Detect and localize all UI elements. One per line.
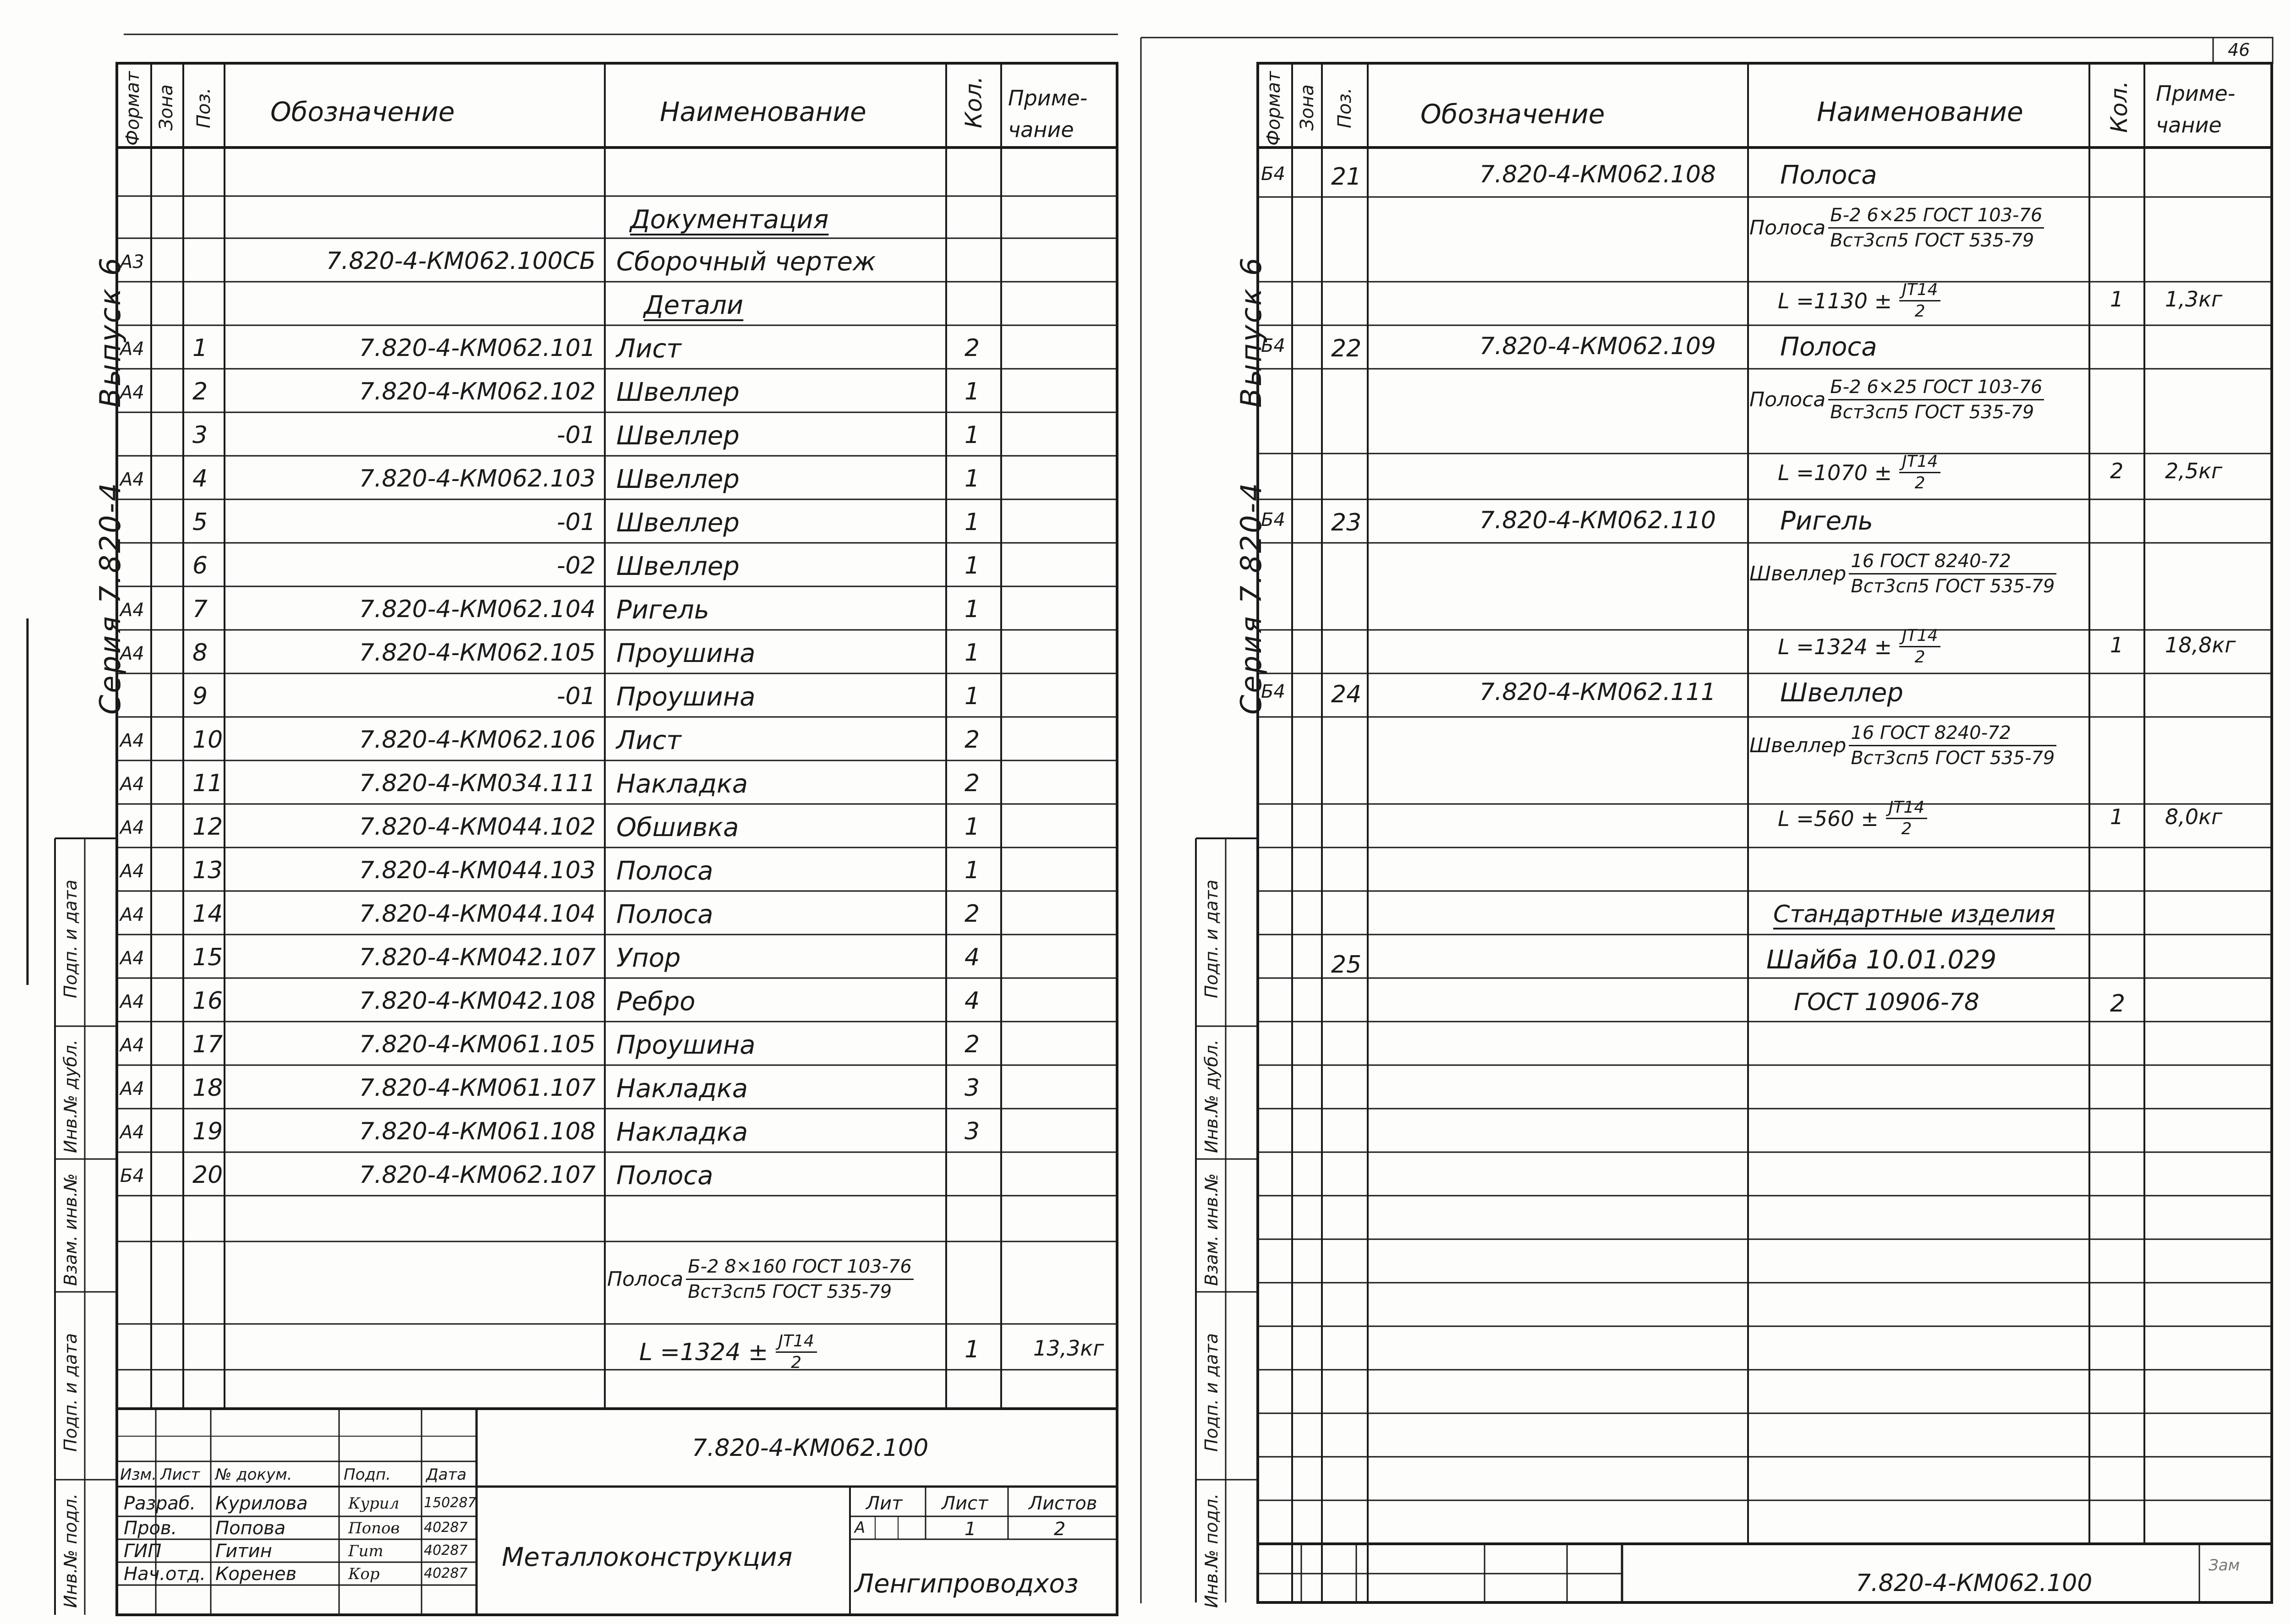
row-format: Б4 <box>120 1165 144 1187</box>
row-pos: 8 <box>192 639 208 667</box>
signer-date: 40287 <box>424 1565 468 1581</box>
row-pos: 10 <box>192 726 223 754</box>
signer-signature: Кор <box>348 1565 380 1583</box>
material-prefix: Полоса <box>1749 388 1826 411</box>
header-qty: Кол. <box>960 76 987 128</box>
organization: Ленгипроводхоз <box>855 1569 1079 1599</box>
row-designation: -01 <box>557 421 596 449</box>
tolerance-num: JT14 <box>1899 454 1940 473</box>
header-name: Наименование <box>660 96 866 127</box>
tolerance-num: JT14 <box>1886 799 1927 819</box>
row-qty: 2 <box>965 770 980 797</box>
row-designation: 7.820-4-КМ062.103 <box>359 465 596 492</box>
row-pos: 14 <box>192 900 223 928</box>
row-designation: -01 <box>557 683 596 710</box>
stamp-label: Инв.№ дубл. <box>60 1039 81 1153</box>
row-designation: 7.820-4-КМ061.107 <box>359 1074 596 1102</box>
row-format: А4 <box>120 600 144 621</box>
row-name: Упор <box>616 943 681 973</box>
right-header-zone: Зона <box>1297 84 1318 131</box>
row-qty: 2 <box>965 900 980 928</box>
row-name: Проушина <box>616 682 756 712</box>
row-mass: 1,3кг <box>2165 287 2223 312</box>
row-material-spec <box>1749 552 2056 596</box>
row-format: А4 <box>120 861 144 882</box>
row-designation: 7.820-4-КМ062.106 <box>359 726 596 754</box>
row-qty: 2 <box>965 1031 980 1058</box>
row-name: Лист <box>616 334 681 364</box>
signer-signature: Попов <box>348 1519 400 1537</box>
row-pos: 16 <box>192 987 223 1015</box>
right-issue-label: Выпуск 6 <box>1234 256 1268 408</box>
material-prefix: Полоса <box>1749 216 1826 240</box>
tolerance-den: 2 <box>1914 648 1925 667</box>
row-name: Документация <box>630 205 829 235</box>
header-zone: Зона <box>156 84 177 131</box>
row-qty: 3 <box>965 1118 980 1145</box>
row-format: Б4 <box>1261 164 1285 185</box>
row-name: Проушина <box>616 639 756 668</box>
material-profile: 16 ГОСТ 8240-72 <box>1849 724 2056 746</box>
signer-name: Попова <box>215 1518 286 1539</box>
row-format: А4 <box>120 1035 144 1056</box>
row-designation: 7.820-4-КМ061.108 <box>359 1118 596 1145</box>
header-format: Формат <box>122 71 143 146</box>
row-pos: 24 <box>1331 681 1362 708</box>
signer-role: Нач.отд. <box>124 1564 206 1585</box>
signer-name: Курилова <box>215 1493 308 1514</box>
row-pos: 23 <box>1331 509 1362 536</box>
stamp-label: Подп. и дата <box>1201 1333 1222 1452</box>
row-pos: 18 <box>192 1074 223 1102</box>
standard-qty: 2 <box>2110 990 2126 1017</box>
left-length-mass: 13,3кг <box>1033 1336 1104 1361</box>
sheet-number: 46 <box>2228 40 2250 60</box>
sheet-value: 1 <box>965 1519 976 1540</box>
row-pos: 2 <box>192 378 208 405</box>
row-pos: 17 <box>192 1031 223 1058</box>
row-designation: 7.820-4-КМ062.107 <box>359 1161 596 1189</box>
sheet-label: Лист <box>942 1493 988 1514</box>
row-material-spec <box>1749 724 2056 767</box>
right-doc-number: 7.820-4-КМ062.100 <box>1856 1569 2093 1597</box>
row-mass: 2,5кг <box>2165 459 2223 483</box>
row-qty: 4 <box>965 987 980 1015</box>
length-text: L =1324 ± <box>639 1338 768 1366</box>
row-format: А4 <box>120 339 144 360</box>
row-name: Полоса <box>1780 332 1877 362</box>
row-name: Обшивка <box>616 813 739 842</box>
row-pos: 7 <box>192 596 208 623</box>
stamp-label: Подп. и дата <box>1201 880 1222 998</box>
material-prefix: Швеллер <box>1749 562 1847 585</box>
material-steel: Вст3сп5 ГОСТ 535-79 <box>688 1281 892 1302</box>
row-qty: 2 <box>965 726 980 754</box>
title-col-header: Лист <box>160 1465 200 1484</box>
row-name: Швеллер <box>616 377 740 407</box>
tolerance-den: 2 <box>1914 474 1925 492</box>
row-pos: 3 <box>192 421 208 449</box>
left-material-spec <box>607 1258 914 1301</box>
row-name: Полоса <box>616 900 713 930</box>
row-pos: 22 <box>1331 335 1362 362</box>
row-mass: 18,8кг <box>2165 633 2236 657</box>
row-qty: 1 <box>965 683 980 710</box>
row-designation: 7.820-4-КМ062.101 <box>359 334 596 362</box>
material-profile: 16 ГОСТ 8240-72 <box>1849 552 2056 574</box>
header-designation: Обозначение <box>270 96 455 127</box>
right-series-label: Серия 7.820-4 <box>1234 481 1268 715</box>
material-profile: Б-2 6×25 ГОСТ 103-76 <box>1828 206 2044 229</box>
row-qty: 1 <box>965 596 980 623</box>
row-format: А4 <box>120 643 144 664</box>
title-col-header: № докум. <box>215 1465 292 1484</box>
signer-date: 40287 <box>424 1520 468 1536</box>
row-pos: 15 <box>192 944 223 971</box>
stamp-label: Взам. инв.№ <box>1201 1173 1222 1286</box>
right-header-format: Формат <box>1263 71 1284 146</box>
standard-heading: Стандартные изделия <box>1773 901 2055 928</box>
row-format: Б4 <box>1261 335 1285 356</box>
title-col-header: Изм. <box>120 1465 157 1484</box>
right-header-pos: Поз. <box>1334 87 1355 128</box>
right-header-note: Приме- чание <box>2156 81 2236 137</box>
row-name: Ребро <box>616 987 696 1017</box>
row-format: А4 <box>120 817 144 838</box>
row-designation: 7.820-4-КМ062.104 <box>359 596 596 623</box>
signer-name: Коренев <box>215 1564 297 1585</box>
row-qty: 1 <box>965 639 980 667</box>
row-name: Швеллер <box>616 552 740 581</box>
row-length-tolerance <box>1778 282 1940 320</box>
left-length-qty: 1 <box>965 1336 980 1363</box>
row-pos: 9 <box>192 683 208 710</box>
stamp-label: Инв.№ дубл. <box>1201 1039 1222 1153</box>
row-name: Швеллер <box>1780 678 1903 708</box>
row-qty: 1 <box>2110 804 2124 829</box>
right-header-name: Наименование <box>1817 96 2023 127</box>
row-designation: 7.820-4-КМ034.111 <box>359 770 596 797</box>
length-text: L =1070 ± <box>1778 460 1892 485</box>
row-qty: 4 <box>965 944 980 971</box>
row-format: Б4 <box>1261 509 1285 530</box>
row-length-tolerance <box>1778 628 1940 666</box>
left-series-label: Серия 7.820-4 <box>93 481 127 715</box>
row-qty: 1 <box>2110 287 2124 312</box>
length-text: L =1130 ± <box>1778 288 1892 313</box>
material-profile: Б-2 6×25 ГОСТ 103-76 <box>1828 378 2044 400</box>
row-format: А4 <box>120 948 144 969</box>
row-format: А4 <box>120 1122 144 1143</box>
material-steel: Вст3сп5 ГОСТ 535-79 <box>1830 402 2034 423</box>
row-designation: 7.820-4-КМ042.108 <box>359 987 596 1015</box>
row-qty: 1 <box>965 421 980 449</box>
signer-signature: Гит <box>348 1542 384 1560</box>
signer-name: Гитин <box>215 1541 272 1562</box>
row-designation: 7.820-4-КМ062.100СБ <box>326 247 596 275</box>
row-designation: 7.820-4-КМ061.105 <box>359 1031 596 1058</box>
standard-gost: ГОСТ 10906-78 <box>1794 989 1979 1016</box>
row-qty: 1 <box>965 465 980 492</box>
row-format: А4 <box>120 730 144 751</box>
stamp-label: Взам. инв.№ <box>60 1173 81 1286</box>
stamp-label: Подп. и дата <box>60 1333 81 1452</box>
row-pos: 21 <box>1331 163 1362 191</box>
signer-date: 150287 <box>424 1495 477 1511</box>
row-name: Накладка <box>616 1074 748 1104</box>
row-pos: 13 <box>192 857 223 884</box>
row-qty: 1 <box>965 378 980 405</box>
tolerance-num: JT14 <box>1899 628 1940 647</box>
row-length-tolerance <box>1778 799 1927 837</box>
length-text: L =1324 ± <box>1778 634 1892 659</box>
row-format: А4 <box>120 382 144 403</box>
signer-role: ГИП <box>124 1541 162 1562</box>
row-designation: 7.820-4-КМ062.105 <box>359 639 596 667</box>
right-corner-mark: Зам <box>2209 1556 2240 1575</box>
row-name: Проушина <box>616 1030 756 1060</box>
sheets-label: Листов <box>1029 1493 1097 1514</box>
material-steel: Вст3сп5 ГОСТ 535-79 <box>1851 748 2055 769</box>
signer-role: Разраб. <box>124 1493 196 1514</box>
row-name: Швеллер <box>616 508 740 538</box>
lit-value: А <box>855 1519 866 1537</box>
row-name: Полоса <box>616 856 713 886</box>
row-designation: 7.820-4-КМ044.103 <box>359 857 596 884</box>
row-qty: 1 <box>965 552 980 580</box>
left-doc-number: 7.820-4-КМ062.100 <box>692 1434 929 1462</box>
row-material-spec <box>1749 206 2044 250</box>
row-pos: 11 <box>192 770 223 797</box>
row-designation: 7.820-4-КМ044.104 <box>359 900 596 928</box>
row-designation: 7.820-4-КМ062.111 <box>1479 678 1716 706</box>
row-format: А3 <box>120 252 144 273</box>
row-designation: 7.820-4-КМ062.109 <box>1479 333 1716 360</box>
sheets-value: 2 <box>1054 1519 1066 1540</box>
row-pos: 5 <box>192 509 208 536</box>
row-length-tolerance <box>1778 454 1940 492</box>
row-mass: 8,0кг <box>2165 804 2223 829</box>
left-issue-label: Выпуск 6 <box>93 256 127 408</box>
row-format: А4 <box>120 469 144 490</box>
row-name: Полоса <box>1780 160 1877 190</box>
material-prefix: Швеллер <box>1749 734 1847 757</box>
tolerance-num: JT14 <box>1899 282 1940 301</box>
row-material-spec <box>1749 378 2044 421</box>
row-qty: 3 <box>965 1074 980 1102</box>
title-col-header: Подп. <box>344 1465 391 1484</box>
row-designation: 7.820-4-КМ062.110 <box>1479 507 1716 534</box>
row-name: Ригель <box>1780 506 1873 536</box>
title-block-title: Металлоконструкция <box>502 1542 793 1572</box>
signer-signature: Курил <box>348 1494 400 1513</box>
material-prefix: Полоса <box>607 1268 684 1291</box>
lit-label: Лит <box>866 1493 903 1514</box>
row-name: Детали <box>644 290 744 320</box>
right-header-qty: Кол. <box>2106 81 2132 133</box>
row-qty: 1 <box>965 509 980 536</box>
row-qty: 1 <box>965 813 980 841</box>
material-steel: Вст3сп5 ГОСТ 535-79 <box>1851 576 2055 597</box>
row-name: Швеллер <box>616 465 740 494</box>
row-designation: 7.820-4-КМ042.107 <box>359 944 596 971</box>
tolerance-den: 2 <box>1901 820 1912 838</box>
row-name: Сборочный чертеж <box>616 247 876 277</box>
standard-name: Шайба 10.01.029 <box>1766 945 1997 975</box>
row-format: А4 <box>120 991 144 1012</box>
signer-date: 40287 <box>424 1542 468 1558</box>
row-designation: 7.820-4-КМ062.108 <box>1479 161 1716 188</box>
row-format: А4 <box>120 1078 144 1099</box>
tolerance-den: 2 <box>1914 302 1925 321</box>
row-qty: 1 <box>2110 633 2124 657</box>
row-pos: 4 <box>192 465 208 492</box>
row-name: Лист <box>616 726 681 755</box>
row-name: Накладка <box>616 769 748 799</box>
row-designation: -02 <box>557 552 596 580</box>
stamp-label: Инв.№ подл. <box>60 1493 81 1608</box>
row-pos: 19 <box>192 1118 223 1145</box>
row-designation: -01 <box>557 509 596 536</box>
row-format: А4 <box>120 904 144 925</box>
stamp-label: Инв.№ подл. <box>1201 1493 1222 1608</box>
row-format: Б4 <box>1261 681 1285 702</box>
material-steel: Вст3сп5 ГОСТ 535-79 <box>1830 230 2034 251</box>
standard-pos: 25 <box>1331 951 1362 979</box>
right-header-designation: Обозначение <box>1420 98 1605 130</box>
row-qty: 2 <box>965 334 980 362</box>
row-name: Накладка <box>616 1117 748 1147</box>
row-pos: 6 <box>192 552 208 580</box>
row-qty: 1 <box>965 857 980 884</box>
tolerance-den: 2 <box>791 1353 802 1372</box>
row-pos: 1 <box>192 334 208 362</box>
row-qty: 2 <box>2110 459 2124 483</box>
row-pos: 20 <box>192 1161 223 1189</box>
row-name: Полоса <box>616 1161 713 1191</box>
row-designation: 7.820-4-КМ044.102 <box>359 813 596 841</box>
length-text: L =560 ± <box>1778 806 1879 831</box>
row-designation: 7.820-4-КМ062.102 <box>359 378 596 405</box>
row-format: А4 <box>120 774 144 795</box>
row-name: Швеллер <box>616 421 740 451</box>
left-length-tolerance <box>639 1333 817 1371</box>
signer-role: Пров. <box>124 1518 177 1539</box>
row-pos: 12 <box>192 813 223 841</box>
material-profile: Б-2 8×160 ГОСТ 103-76 <box>686 1258 914 1280</box>
stamp-label: Подп. и дата <box>60 880 81 998</box>
header-pos: Поз. <box>193 87 214 128</box>
row-name: Ригель <box>616 595 709 625</box>
tolerance-num: JT14 <box>776 1333 817 1353</box>
title-col-header: Дата <box>426 1465 467 1484</box>
header-note: Приме- чание <box>1008 86 1088 142</box>
